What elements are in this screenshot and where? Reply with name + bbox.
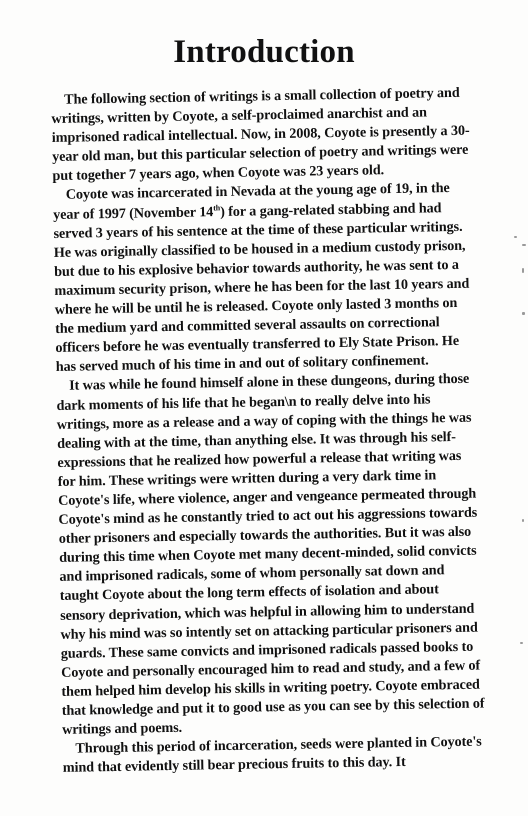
document-body bbox=[51, 84, 487, 779]
paragraph-solitary-writings: It was while he found himself alone in these dungeons, during those dark moments of his life that he began\n to really delve into his writings, more as a release and a way of coping with the things he was dealing with at the time, than anything else. It was through his self-expressions that he realized how powerful a release that writing was for him. These writings were written during a very dark time in Coyote's life, where violence, anger and vengeance permeated through Coyote's mind as he constantly tried to act out his aggressions towards other prisoners and especially towards the authorities. But it was also during this time when Coyote met many decent-minded, solid convicts and imprisoned radicals, some of whom personally sat down and taught Coyote about the long term effects of isolation and about sensory deprivation, which was helpful in allowing him to understand why his mind was so intently set on attacking particular prisoners and guards. These same convicts and imprisoned radicals passed books to Coyote and personally encouraged him to read and study, and a few of them helped him develop his skills in writing poetry. Coyote embraced that knowledge and put it to good use as you can see by this selection of writings and poems. bbox=[56, 371, 485, 738]
scan-speck bbox=[514, 236, 517, 238]
scan-speck bbox=[522, 312, 525, 315]
ordinal-superscript: th bbox=[213, 202, 221, 213]
paragraph-incarceration-text-before: Coyote was incarcerated in Nevada at the young age of 19, in the year of 1997 (November 14 bbox=[53, 180, 450, 223]
paragraph-incarceration bbox=[53, 179, 480, 377]
page-title: Introduction bbox=[173, 34, 355, 70]
paragraph-seeds-planted: Through this period of incarceration, seeds were planted in Coyote's mind that evidently still bear precious fruits to this day. It bbox=[62, 733, 482, 777]
scan-speck bbox=[522, 268, 524, 273]
paragraph-incarceration-text-after: ) for a gang-related stabbing and had served 3 years of his sentence at the time of these particular writings. He was originally classified to be housed in a medium custody prison, but due to his explosive behavior towards authority, he was sent to a maximum security prison, where he has been for the last 10 years and where he will be until he is released. Coyote only lasted 3 months on the medium yard and committed several assaults on correctional officers before he was eventually transferred to Ely State Prison. He has served much of his time in and out of solitary confinement. bbox=[53, 199, 470, 376]
scan-speck bbox=[522, 244, 526, 246]
scan-speck bbox=[520, 642, 523, 644]
scan-speck bbox=[522, 519, 524, 522]
paragraph-intro: The following section of writings is a small collection of poetry and writings, written by Coyote, a self-proclaimed anarchist and an imprisoned radical intellectual. Now, in 2008, Coyote is presently a 30-year old man, but this particular selection of poetry and writings were put together 7 years ago, when Coyote was 23 years old. bbox=[51, 84, 470, 185]
